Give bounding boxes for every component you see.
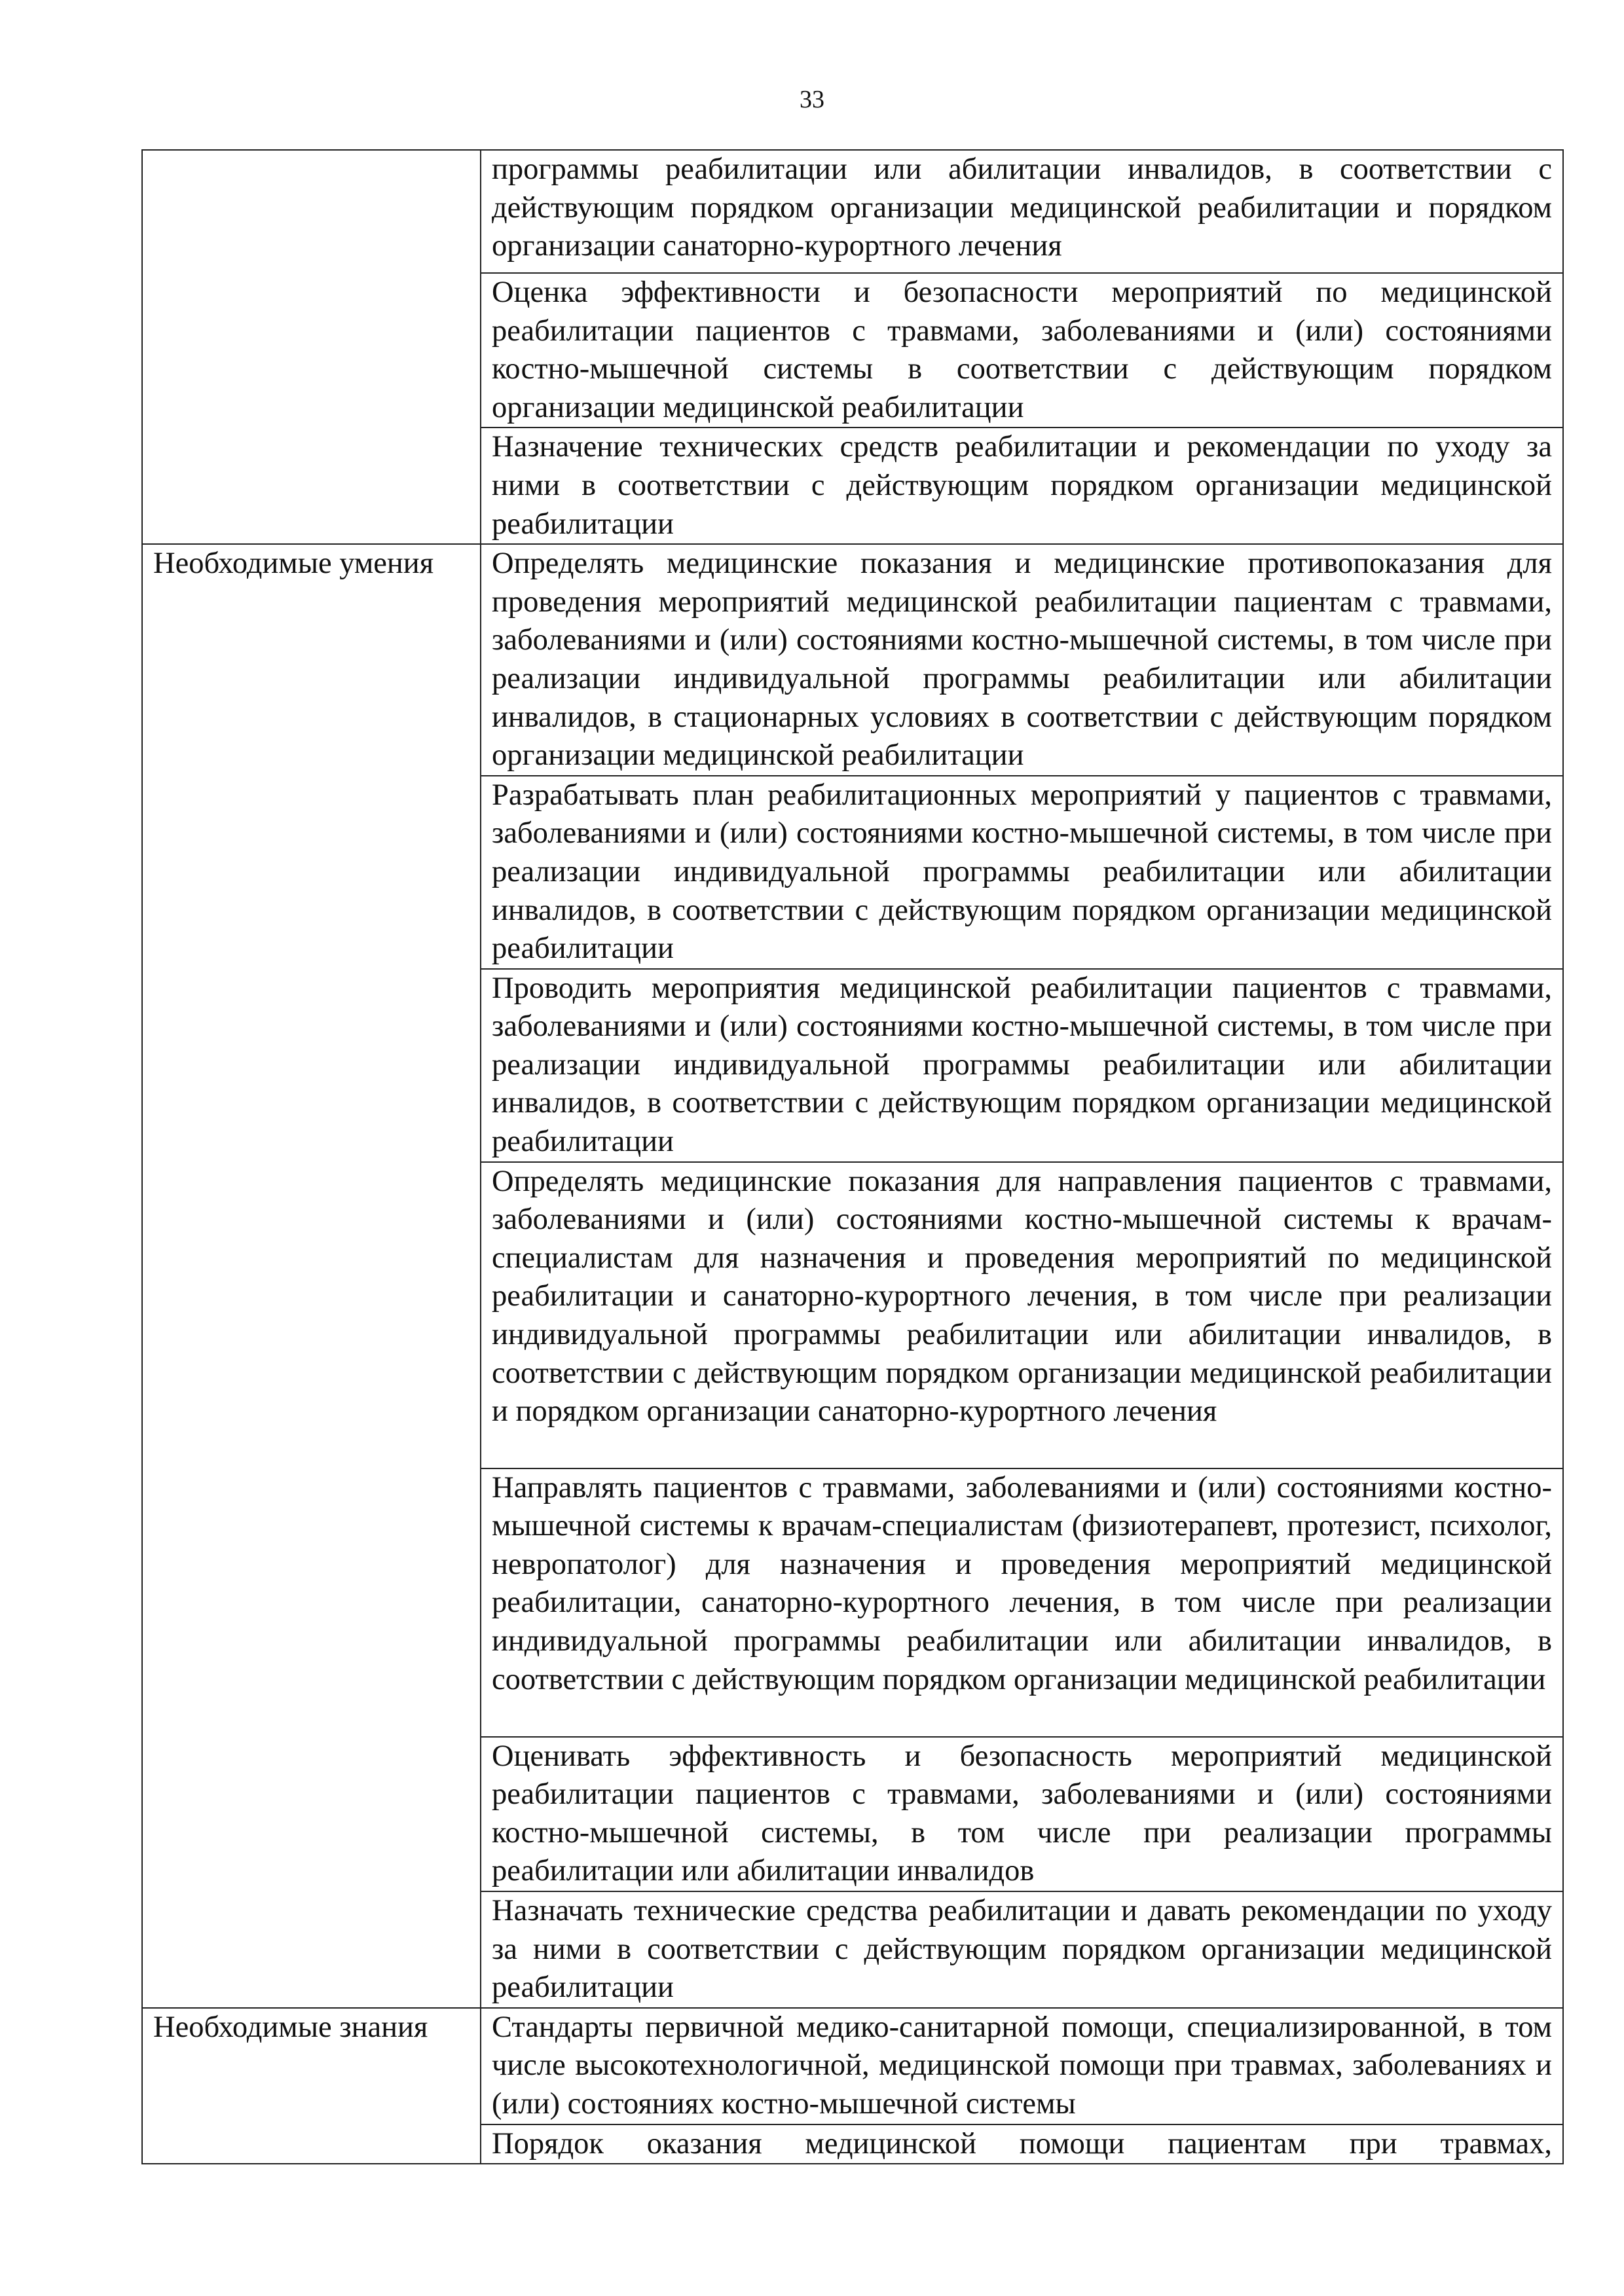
table-row — [142, 544, 1563, 776]
table-cell: Определять медицинские показания для направления пациентов с травмами, заболеваниями и (или) состояниями костно-мышечной системы к врачам-специалистам для назначения и проведения мероприятий по медицинской реабилитации и санаторно-курортного лечения, в том числе при реализации индивидуальной программы реабилитации или абилитации инвалидов, в соответствии с действующим порядком организации медицинской реабилитации и порядком организации санаторно-курортного лечения — [481, 1162, 1563, 1468]
table-cell: Назначение технических средств реабилитации и рекомендации по уходу за ними в соответствии с действующим порядком организации медицинской реабилитации — [481, 428, 1563, 544]
row-label-cell — [142, 150, 481, 544]
row-label-necessary-skills: Необходимые умения — [142, 544, 481, 2008]
table-cell: Стандарты первичной медико-санитарной помощи, специализированной, в том числе высокотехнологичной, медицинской помощи при травмах, заболеваниях и (или) состояниях костно-мышечной системы — [481, 2008, 1563, 2124]
table-cell: Проводить мероприятия медицинской реабилитации пациентов с травмами, заболеваниями и (или) состояниями костно-мышечной системы, в том числе при реализации индивидуальной программы реабилитации или абилитации инвалидов, в соответствии с действующим порядком организации медицинской реабилитации — [481, 969, 1563, 1162]
table-row — [142, 150, 1563, 273]
table-row — [142, 2008, 1563, 2124]
table-cell: Порядок оказания медицинской помощи пациентам при травмах, — [481, 2124, 1563, 2164]
table-cell: Разрабатывать план реабилитационных мероприятий у пациентов с травмами, заболеваниями и (или) состояниями костно-мышечной системы, в том числе при реализации индивидуальной программы реабилитации или абилитации инвалидов, в соответствии с действующим порядком организации медицинской реабилитации — [481, 776, 1563, 969]
table-cell: Назначать технические средства реабилитации и давать рекомендации по уходу за ними в соответствии с действующим порядком организации медицинской реабилитации — [481, 1891, 1563, 2008]
table-cell: программы реабилитации или абилитации инвалидов, в соответствии с действующим порядком организации медицинской реабилитации и порядком организации санаторно-курортного лечения — [481, 150, 1563, 273]
table-cell: Определять медицинские показания и медицинские противопоказания для проведения мероприятий медицинской реабилитации пациентам с травмами, заболеваниями и (или) состояниями костно-мышечной системы, в том числе при реализации индивидуальной программы реабилитации или абилитации инвалидов, в стационарных условиях в соответствии с действующим порядком организации медицинской реабилитации — [481, 544, 1563, 776]
page-number: 33 — [800, 86, 824, 113]
table-cell: Направлять пациентов с травмами, заболеваниями и (или) состояниями костно-мышечной системы к врачам-специалистам (физиотерапевт, протезист, психолог, невропатолог) для назначения и проведения мероприятий медицинской реабилитации, санаторно-курортного лечения, в том числе при реализации индивидуальной программы реабилитации или абилитации инвалидов, в соответствии с действующим порядком организации медицинской реабилитации — [481, 1468, 1563, 1737]
table-cell: Оценивать эффективность и безопасность мероприятий медицинской реабилитации пациентов с травмами, заболеваниями и (или) состояниями костно-мышечной системы, в том числе при реализации программы реабилитации или абилитации инвалидов — [481, 1737, 1563, 1891]
competency-table — [141, 149, 1564, 2164]
row-label-necessary-knowledge: Необходимые знания — [142, 2008, 481, 2164]
table-cell: Оценка эффективности и безопасности мероприятий по медицинской реабилитации пациентов с травмами, заболеваниями и (или) состояниями костно-мышечной системы в соответствии с действующим порядком организации медицинской реабилитации — [481, 273, 1563, 428]
